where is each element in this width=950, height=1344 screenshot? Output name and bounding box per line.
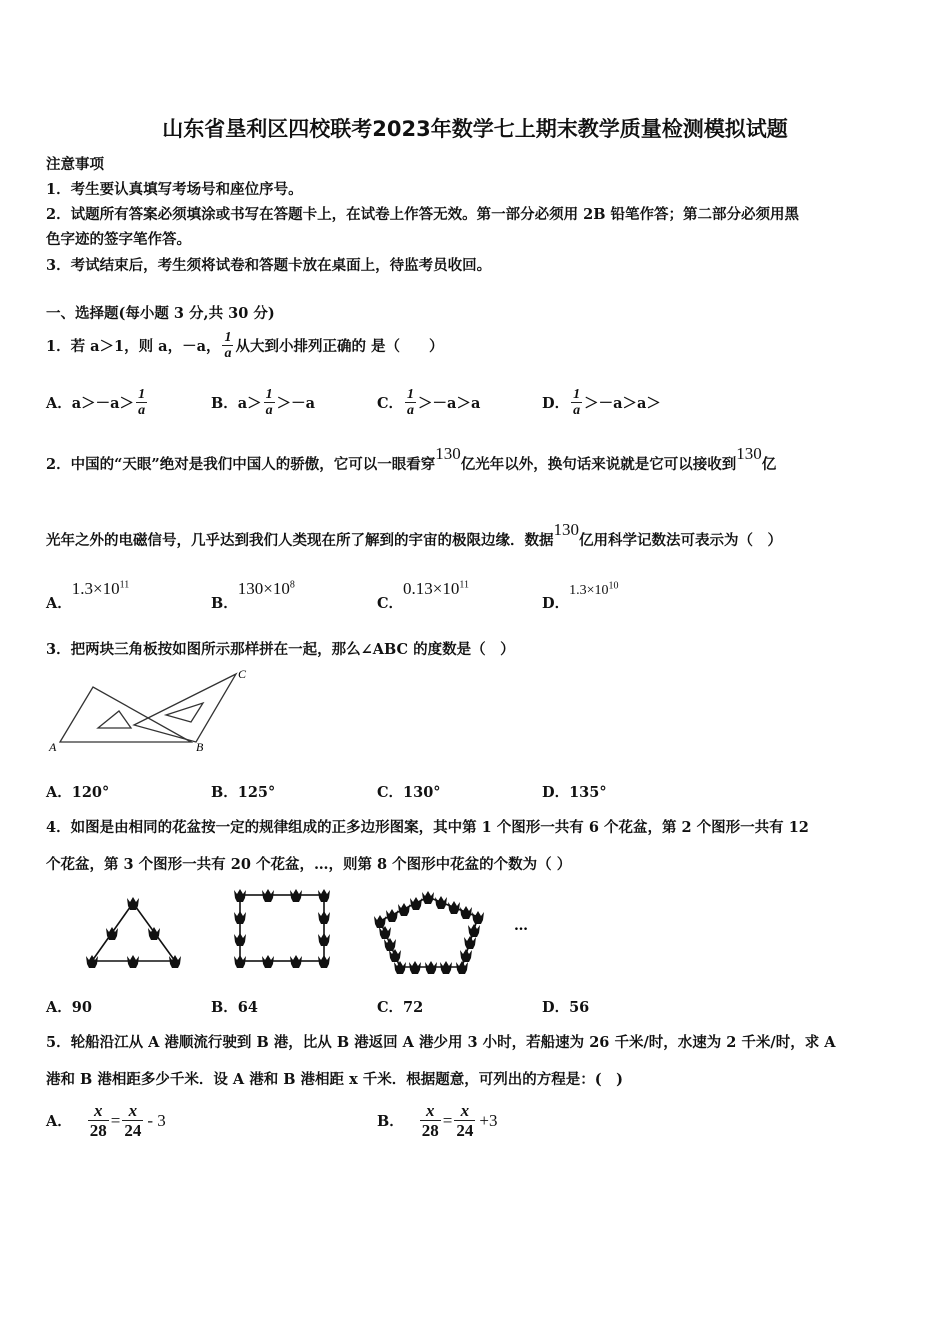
q5-option-b[interactable]: B． $\frac{x}{28}$ = $\frac{x}{24}$ +3 bbox=[377, 1101, 498, 1140]
notice-item-3: 3．考试结束后，考生须将试卷和答题卡放在桌面上，待监考员收回。 bbox=[46, 257, 492, 274]
question-5-line-2: 港和 B 港相距多少千米．设 A 港和 B 港相距 x 千米．根据题意，可列出的方程是：( ) bbox=[46, 1071, 624, 1088]
q1-option-c[interactable]: C． $\frac{1}{a}$ ＞－a＞a bbox=[377, 387, 481, 418]
question-3: 3．把两块三角板按如图所示那样拼在一起，那么∠ABC 的度数是（ ） bbox=[46, 641, 515, 658]
q4-option-b[interactable]: B．64 bbox=[211, 999, 258, 1016]
q3-label-b: B bbox=[196, 740, 204, 754]
q1-option-a[interactable]: A． a＞－a＞ $\frac{1}{a}$ bbox=[46, 387, 146, 418]
question-4-line-1: 4．如图是由相同的花盆按一定的规律组成的正多边形图案，其中第 1 个图形一共有 6 个花盆，第 2 个图形一共有 12 bbox=[46, 819, 809, 836]
q3-option-c[interactable]: C．130° bbox=[377, 784, 441, 801]
q3-triangles-figure bbox=[46, 665, 261, 757]
q1-option-d[interactable]: D． $\frac{1}{a}$ ＞－a＞a＞ bbox=[542, 387, 661, 418]
q2-option-a[interactable]: A．$1.3\times 10^{11}$ bbox=[46, 579, 130, 612]
q4-figure-3-pentagon bbox=[374, 891, 484, 974]
q4-ellipsis: … bbox=[514, 918, 528, 934]
q1-option-b[interactable]: B． a＞ $\frac{1}{a}$ ＞－a bbox=[211, 387, 316, 418]
q4-figure-2-square bbox=[234, 889, 330, 968]
q4-figure-1-triangle bbox=[86, 897, 181, 968]
question-4-line-2: 个花盆，第 3 个图形一共有 20 个花盆，…，则第 8 个图形中花盆的个数为（ ） bbox=[46, 856, 572, 873]
q3-option-b[interactable]: B．125° bbox=[211, 784, 276, 801]
q3-label-a: A bbox=[49, 740, 57, 754]
q4-option-a[interactable]: A．90 bbox=[46, 999, 92, 1016]
q3-triangle-1-hole bbox=[98, 711, 131, 728]
q2-option-d[interactable]: D．$1.3\times 10^{10}$ bbox=[542, 580, 619, 612]
q3-label-c: C bbox=[238, 667, 247, 681]
q5-option-a[interactable]: A． $\frac{x}{28}$ = $\frac{x}{24}$ - 3 bbox=[46, 1101, 166, 1140]
q1-text-post: 从大到小排列正确的 是（ ） bbox=[235, 338, 444, 355]
q2-option-c[interactable]: C．$0.13\times 10^{11}$ bbox=[377, 579, 470, 612]
q4-option-d[interactable]: D．56 bbox=[542, 999, 590, 1016]
q2-number-130c: 130 bbox=[553, 520, 579, 539]
q2-option-b[interactable]: B．$130\times 10^8$ bbox=[211, 579, 295, 612]
q2-number-130: 130 bbox=[435, 444, 461, 463]
question-2-line-2: 光年之外的电磁信号，几乎达到我们人类现在所了解到的宇宙的极限边缘．数据130亿用科学记数法可表示为（ ） bbox=[46, 520, 782, 549]
q2-number-130b: 130 bbox=[736, 444, 762, 463]
page-title: 山东省垦利区四校联考2023年数学七上期末教学质量检测模拟试题 bbox=[162, 117, 788, 141]
notice-item-2a: 2．试题所有答案必须填涂或书写在答题卡上，在试卷上作答无效。第一部分必须用 2B 铅笔作答；第二部分必须用黑 bbox=[46, 206, 800, 223]
notice-item-1: 1．考生要认真填写考场号和座位序号。 bbox=[46, 181, 303, 198]
q3-triangle-1 bbox=[60, 687, 191, 742]
notice-item-2b: 色字迹的签字笔作答。 bbox=[46, 231, 191, 248]
notice-heading: 注意事项 bbox=[46, 156, 104, 173]
q4-option-c[interactable]: C．72 bbox=[377, 999, 424, 1016]
question-1 bbox=[46, 330, 444, 361]
question-2-line-1: 2．中国的“天眼”绝对是我们中国人的骄傲，它可以一眼看穿130亿光年以外，换句话来说就是它可以接收到130亿 bbox=[46, 444, 777, 473]
q1-text-pre: 1．若 a＞1，则 a，－a， bbox=[46, 338, 221, 355]
q3-option-d[interactable]: D．135° bbox=[542, 784, 607, 801]
q3-triangle-2 bbox=[134, 674, 236, 742]
q3-option-a[interactable]: A．120° bbox=[46, 784, 110, 801]
q1-fraction: $\frac{1}{a}$ bbox=[224, 330, 232, 361]
section-heading: 一、选择题(每小题 3 分,共 30 分) bbox=[46, 305, 275, 322]
question-5-line-1: 5．轮船沿江从 A 港顺流行驶到 B 港，比从 B 港返回 A 港少用 3 小时，若船速为 26 千米/时，水速为 2 千米/时，求 A bbox=[46, 1034, 836, 1051]
q4-flowerpot-pattern bbox=[80, 885, 540, 980]
